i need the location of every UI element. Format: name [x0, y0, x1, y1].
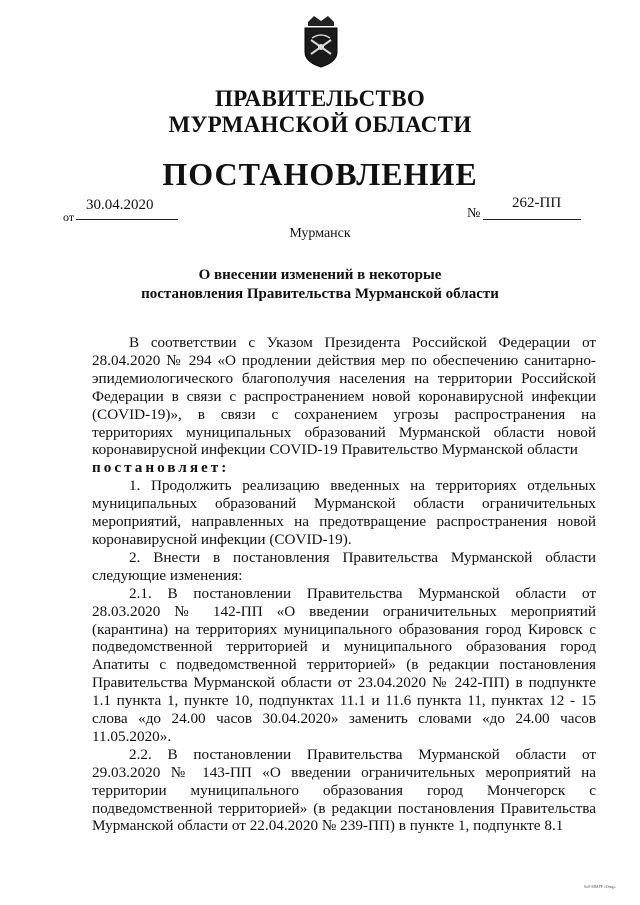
- number-underline: [483, 219, 581, 220]
- resolves-paragraph: [92, 459, 596, 477]
- print-mark: 0x0-MMPP «Omg»: [584, 884, 616, 889]
- government-name-line1: ПРАВИТЕЛЬСТВО: [214, 86, 426, 111]
- number-prefix-label: №: [467, 206, 481, 221]
- coat-of-arms-icon: [300, 12, 342, 68]
- item-2-paragraph: 2. Внести в постановления Правительства Мурманской области следующие изменения:: [92, 548, 596, 584]
- item-1-paragraph: 1. Продолжить реализацию введенных на территориях отдельных муниципальных образований Мурманской области ограничительных мероприятий, направленных на предотвращение распространения новой коронавирусной инфекции (COVID-19).: [92, 477, 596, 548]
- item-2-1-paragraph: 2.1. В постановлении Правительства Мурманской области от 28.03.2020 № 142-ПП «О введении ограничительных мероприятий (карантина) на территориях муниципального образования город Кировск с подведомственной территорией и муниципального образования город Апатиты с подведомственной территорией» (в редакции постановления Правительства Мурманской области от 23.04.2020 № 242-ПП) в подпункте 1.1 пункта 1, пункте 10, подпунктах 11.1 и 11.6 пункта 11, пунктах 12 - 15 слова «до 24.00 часов 30.04.2020» заменить словами «до 24.00 часов 11.05.2020».: [92, 584, 596, 745]
- subject-line2: постановления Правительства Мурманской области: [141, 286, 499, 302]
- document-city: Мурманск: [289, 226, 351, 241]
- item-2-2-paragraph: 2.2. В постановлении Правительства Мурманской области от 29.03.2020 № 143-ПП «О введении ограничительных мероприятий на территории муниципального образования город Мончегорск с подведомственной территорией» (в редакции постановления Правительства Мурманской области от 22.04.2020 № 239-ПП) в пункте 1, подпункте 8.1: [92, 745, 596, 835]
- document-number: 262-ПП: [512, 195, 562, 211]
- government-name-line2: МУРМАНСКОЙ ОБЛАСТИ: [168, 112, 472, 137]
- document-body: [92, 334, 596, 835]
- subject-line1: О внесении изменений в некоторые: [198, 267, 442, 283]
- intro-paragraph: В соответствии с Указом Президента Российской Федерации от 28.04.2020 № 294 «О продлении действия мер по обеспечению санитарно-эпидемиологического благополучия населения на территории Российской Федерации в связи с распространением новой коронавирусной инфекции (COVID-19)», в связи с сохранением угрозы распространения на территориях муниципальных образований Мурманской области новой коронавирусной инфекции COVID-19 Правительство Мурманской области: [92, 334, 596, 459]
- date-prefix-label: от: [63, 210, 75, 224]
- document-date: 30.04.2020: [86, 197, 154, 213]
- document-subject: [0, 266, 640, 304]
- resolves-label: постановляет:: [92, 459, 230, 477]
- date-underline: [76, 219, 178, 220]
- document-type-title: ПОСТАНОВЛЕНИЕ: [162, 156, 478, 192]
